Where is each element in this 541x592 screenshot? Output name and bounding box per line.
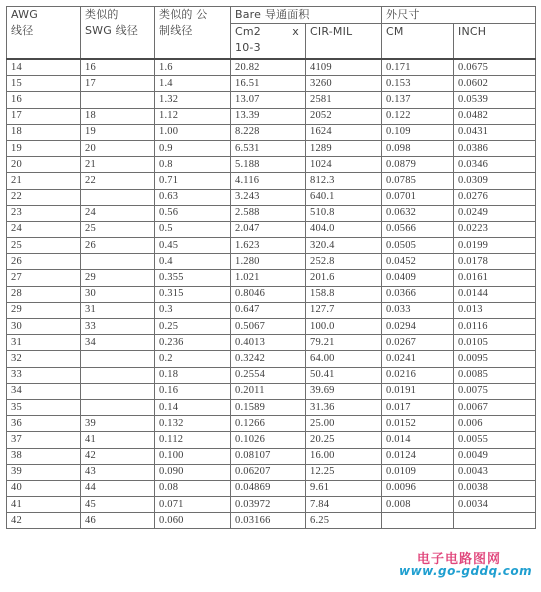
table-row — [7, 367, 536, 383]
table-row — [7, 497, 536, 513]
cell-awg: 30 — [7, 319, 81, 335]
cell-swg: 24 — [81, 205, 155, 221]
cell-swg: 33 — [81, 319, 155, 335]
cell-metric: 1.6 — [155, 59, 231, 76]
cell-cm: 0.0241 — [382, 351, 454, 367]
cell-cirmil: 64.00 — [306, 351, 382, 367]
cell-swg — [81, 367, 155, 383]
cell-cirmil: 2581 — [306, 92, 382, 108]
cell-cm: 0.033 — [382, 302, 454, 318]
cell-cirmil: 4109 — [306, 59, 382, 76]
cell-metric: 0.5 — [155, 221, 231, 237]
cell-cm: 0.014 — [382, 432, 454, 448]
cell-swg: 20 — [81, 140, 155, 156]
cell-cm: 0.0505 — [382, 238, 454, 254]
cell-cm2: 0.08107 — [231, 448, 306, 464]
cell-swg: 41 — [81, 432, 155, 448]
header-cirmil: CIR-MIL — [306, 24, 382, 60]
cell-cirmil: 158.8 — [306, 286, 382, 302]
header-inch: INCH — [454, 24, 536, 60]
cell-inch: 0.0116 — [454, 319, 536, 335]
cell-metric: 0.08 — [155, 480, 231, 496]
cell-inch: 0.0346 — [454, 157, 536, 173]
cell-inch: 0.0249 — [454, 205, 536, 221]
cell-cirmil: 812.3 — [306, 173, 382, 189]
cell-awg: 22 — [7, 189, 81, 205]
table-row — [7, 432, 536, 448]
cell-cirmil: 20.25 — [306, 432, 382, 448]
cell-inch: 0.0049 — [454, 448, 536, 464]
cell-inch: 0.0043 — [454, 464, 536, 480]
cell-inch: 0.0034 — [454, 497, 536, 513]
cell-cm: 0.0566 — [382, 221, 454, 237]
cell-metric: 1.4 — [155, 76, 231, 92]
cell-cm2: 0.1589 — [231, 399, 306, 415]
cell-inch: 0.0386 — [454, 140, 536, 156]
header-outer-size: 外尺寸 — [382, 7, 536, 24]
cell-inch: 0.0539 — [454, 92, 536, 108]
cell-swg — [81, 383, 155, 399]
cell-inch: 0.0309 — [454, 173, 536, 189]
table-row — [7, 189, 536, 205]
cell-metric: 0.112 — [155, 432, 231, 448]
cell-cm2: 13.07 — [231, 92, 306, 108]
watermark-title: 电子电路图网 — [417, 552, 502, 567]
cell-awg: 19 — [7, 140, 81, 156]
cell-cm2: 16.51 — [231, 76, 306, 92]
cell-awg: 26 — [7, 254, 81, 270]
cell-metric: 0.132 — [155, 416, 231, 432]
cell-swg: 44 — [81, 480, 155, 496]
cell-cm: 0.0632 — [382, 205, 454, 221]
header-cm: CM — [382, 24, 454, 60]
cell-cirmil: 1024 — [306, 157, 382, 173]
cell-cirmil: 320.4 — [306, 238, 382, 254]
cell-inch — [454, 513, 536, 529]
cell-metric: 1.32 — [155, 92, 231, 108]
cell-cirmil: 6.25 — [306, 513, 382, 529]
cell-awg: 41 — [7, 497, 81, 513]
cell-metric: 0.63 — [155, 189, 231, 205]
site-watermark — [399, 546, 539, 586]
cell-cm2: 0.5067 — [231, 319, 306, 335]
cell-cm2: 13.39 — [231, 108, 306, 124]
cell-inch: 0.0675 — [454, 59, 536, 76]
cell-inch: 0.0223 — [454, 221, 536, 237]
cell-awg: 23 — [7, 205, 81, 221]
cell-awg: 38 — [7, 448, 81, 464]
table-row — [7, 157, 536, 173]
header-row-1 — [7, 7, 536, 24]
cell-cirmil: 510.8 — [306, 205, 382, 221]
cell-cm — [382, 513, 454, 529]
cell-cm: 0.017 — [382, 399, 454, 415]
cell-cirmil: 2052 — [306, 108, 382, 124]
header-cm2-label: Cm2 — [235, 25, 261, 38]
cell-cm2: 1.623 — [231, 238, 306, 254]
cell-cirmil: 201.6 — [306, 270, 382, 286]
cell-swg: 16 — [81, 59, 155, 76]
cell-cm: 0.0216 — [382, 367, 454, 383]
cell-cm2: 0.2554 — [231, 367, 306, 383]
cell-cm: 0.0294 — [382, 319, 454, 335]
table-row — [7, 351, 536, 367]
cell-cirmil: 9.61 — [306, 480, 382, 496]
cell-swg: 46 — [81, 513, 155, 529]
header-awg-line2: 线径 — [11, 24, 34, 37]
cell-metric: 0.9 — [155, 140, 231, 156]
cell-cirmil: 252.8 — [306, 254, 382, 270]
table-row — [7, 205, 536, 221]
cell-metric: 0.2 — [155, 351, 231, 367]
cell-awg: 24 — [7, 221, 81, 237]
cell-inch: 0.006 — [454, 416, 536, 432]
cell-cirmil: 12.25 — [306, 464, 382, 480]
cell-metric: 0.100 — [155, 448, 231, 464]
cell-cirmil: 31.36 — [306, 399, 382, 415]
cell-cm: 0.0124 — [382, 448, 454, 464]
cell-inch: 0.0482 — [454, 108, 536, 124]
cell-awg: 14 — [7, 59, 81, 76]
cell-metric: 0.4 — [155, 254, 231, 270]
cell-swg: 45 — [81, 497, 155, 513]
cell-swg: 25 — [81, 221, 155, 237]
cell-awg: 27 — [7, 270, 81, 286]
cell-inch: 0.0276 — [454, 189, 536, 205]
cell-cm: 0.0191 — [382, 383, 454, 399]
cell-awg: 28 — [7, 286, 81, 302]
table-row — [7, 92, 536, 108]
cell-metric: 1.12 — [155, 108, 231, 124]
header-swg — [81, 7, 155, 60]
table-row — [7, 286, 536, 302]
cell-metric: 0.315 — [155, 286, 231, 302]
cell-awg: 17 — [7, 108, 81, 124]
cell-swg: 31 — [81, 302, 155, 318]
cell-swg: 34 — [81, 335, 155, 351]
cell-cm2: 2.047 — [231, 221, 306, 237]
cell-metric: 0.355 — [155, 270, 231, 286]
cell-cm: 0.0452 — [382, 254, 454, 270]
cell-awg: 36 — [7, 416, 81, 432]
cell-cm: 0.0109 — [382, 464, 454, 480]
cell-metric: 0.18 — [155, 367, 231, 383]
cell-cm2: 0.2011 — [231, 383, 306, 399]
cell-cirmil: 79.21 — [306, 335, 382, 351]
watermark-url: www.go-gddq.com — [399, 564, 533, 578]
cell-cm: 0.122 — [382, 108, 454, 124]
table-row — [7, 108, 536, 124]
cell-metric: 0.060 — [155, 513, 231, 529]
cell-awg: 33 — [7, 367, 81, 383]
cell-cm2: 0.1026 — [231, 432, 306, 448]
cell-metric: 0.25 — [155, 319, 231, 335]
header-bare-area: Bare 导通面积 — [231, 7, 382, 24]
cell-awg: 32 — [7, 351, 81, 367]
table-row — [7, 383, 536, 399]
cell-awg: 29 — [7, 302, 81, 318]
cell-awg: 21 — [7, 173, 81, 189]
cell-cm: 0.137 — [382, 92, 454, 108]
cell-awg: 25 — [7, 238, 81, 254]
cell-metric: 0.090 — [155, 464, 231, 480]
cell-cirmil: 1289 — [306, 140, 382, 156]
table-row — [7, 238, 536, 254]
cell-metric: 0.3 — [155, 302, 231, 318]
header-awg — [7, 7, 81, 60]
cell-cm: 0.0152 — [382, 416, 454, 432]
table-row — [7, 221, 536, 237]
cell-metric: 1.00 — [155, 124, 231, 140]
cell-metric: 0.071 — [155, 497, 231, 513]
cell-swg: 17 — [81, 76, 155, 92]
cell-inch: 0.0199 — [454, 238, 536, 254]
cell-swg: 42 — [81, 448, 155, 464]
cell-inch: 0.0431 — [454, 124, 536, 140]
cell-cm2: 0.1266 — [231, 416, 306, 432]
header-metric-line2: 制线径 — [159, 24, 193, 37]
cell-cm: 0.0785 — [382, 173, 454, 189]
cell-cm2: 0.03972 — [231, 497, 306, 513]
cell-cm2: 8.228 — [231, 124, 306, 140]
cell-cirmil: 7.84 — [306, 497, 382, 513]
cell-cm: 0.0096 — [382, 480, 454, 496]
cell-cirmil: 640.1 — [306, 189, 382, 205]
cell-metric: 0.71 — [155, 173, 231, 189]
cell-cm: 0.0366 — [382, 286, 454, 302]
table-row — [7, 124, 536, 140]
cell-cirmil: 16.00 — [306, 448, 382, 464]
table-row — [7, 140, 536, 156]
cell-cm2: 5.188 — [231, 157, 306, 173]
cell-swg: 19 — [81, 124, 155, 140]
cell-inch: 0.0075 — [454, 383, 536, 399]
cell-cm2: 1.280 — [231, 254, 306, 270]
table-row — [7, 399, 536, 415]
cell-cm: 0.0409 — [382, 270, 454, 286]
cell-cm: 0.109 — [382, 124, 454, 140]
cell-cm: 0.0879 — [382, 157, 454, 173]
cell-cm2: 1.021 — [231, 270, 306, 286]
cell-awg: 37 — [7, 432, 81, 448]
cell-swg: 21 — [81, 157, 155, 173]
cell-swg: 18 — [81, 108, 155, 124]
wire-gauge-sheet — [6, 6, 535, 578]
cell-cm2: 0.647 — [231, 302, 306, 318]
cell-metric: 0.16 — [155, 383, 231, 399]
table-row — [7, 319, 536, 335]
cell-swg — [81, 351, 155, 367]
cell-inch: 0.0178 — [454, 254, 536, 270]
table-row — [7, 480, 536, 496]
cell-awg: 34 — [7, 383, 81, 399]
cell-swg: 22 — [81, 173, 155, 189]
cell-awg: 35 — [7, 399, 81, 415]
header-metric — [155, 7, 231, 60]
table-row — [7, 173, 536, 189]
cell-awg: 31 — [7, 335, 81, 351]
cell-awg: 39 — [7, 464, 81, 480]
cell-metric: 0.14 — [155, 399, 231, 415]
cell-metric: 0.236 — [155, 335, 231, 351]
cell-cm2: 2.588 — [231, 205, 306, 221]
cell-cm: 0.098 — [382, 140, 454, 156]
table-row — [7, 302, 536, 318]
cell-awg: 40 — [7, 480, 81, 496]
cell-swg — [81, 189, 155, 205]
cell-swg: 29 — [81, 270, 155, 286]
awg-wire-table — [6, 6, 536, 529]
cell-inch: 0.0095 — [454, 351, 536, 367]
table-row — [7, 270, 536, 286]
header-swg-line1: 类似的 — [85, 8, 119, 21]
cell-inch: 0.0067 — [454, 399, 536, 415]
cell-cm2: 20.82 — [231, 59, 306, 76]
table-row — [7, 513, 536, 529]
cell-swg: 43 — [81, 464, 155, 480]
cell-inch: 0.0055 — [454, 432, 536, 448]
cell-inch: 0.0038 — [454, 480, 536, 496]
cell-cm2: 0.3242 — [231, 351, 306, 367]
cell-cm: 0.171 — [382, 59, 454, 76]
cell-inch: 0.0602 — [454, 76, 536, 92]
cell-awg: 20 — [7, 157, 81, 173]
table-row — [7, 448, 536, 464]
cell-cirmil: 1624 — [306, 124, 382, 140]
cell-cirmil: 127.7 — [306, 302, 382, 318]
cell-cm2: 0.03166 — [231, 513, 306, 529]
cell-metric: 0.45 — [155, 238, 231, 254]
cell-cm: 0.0267 — [382, 335, 454, 351]
header-cm2-x: x — [292, 25, 299, 38]
cell-inch: 0.0085 — [454, 367, 536, 383]
cell-cirmil: 3260 — [306, 76, 382, 92]
cell-cm: 0.008 — [382, 497, 454, 513]
table-row — [7, 254, 536, 270]
cell-swg: 39 — [81, 416, 155, 432]
cell-swg — [81, 399, 155, 415]
cell-cm2: 0.04869 — [231, 480, 306, 496]
cell-cm: 0.153 — [382, 76, 454, 92]
cell-cirmil: 404.0 — [306, 221, 382, 237]
cell-cm2: 0.4013 — [231, 335, 306, 351]
header-awg-line1: AWG — [11, 8, 38, 21]
table-row — [7, 335, 536, 351]
cell-inch: 0.013 — [454, 302, 536, 318]
cell-inch: 0.0105 — [454, 335, 536, 351]
cell-cirmil: 25.00 — [306, 416, 382, 432]
cell-cirmil: 100.0 — [306, 319, 382, 335]
cell-cm: 0.0701 — [382, 189, 454, 205]
cell-cm2: 4.116 — [231, 173, 306, 189]
header-cm2-exp: 10-3 — [235, 41, 261, 54]
cell-cm2: 0.06207 — [231, 464, 306, 480]
cell-metric: 0.8 — [155, 157, 231, 173]
header-swg-line2: SWG 线径 — [85, 24, 139, 37]
cell-metric: 0.56 — [155, 205, 231, 221]
cell-awg: 42 — [7, 513, 81, 529]
cell-swg: 30 — [81, 286, 155, 302]
table-row — [7, 76, 536, 92]
cell-cm2: 0.8046 — [231, 286, 306, 302]
cell-inch: 0.0161 — [454, 270, 536, 286]
cell-swg: 26 — [81, 238, 155, 254]
header-metric-line1: 类似的 公 — [159, 8, 208, 21]
cell-cm2: 3.243 — [231, 189, 306, 205]
cell-cirmil: 39.69 — [306, 383, 382, 399]
cell-cirmil: 50.41 — [306, 367, 382, 383]
cell-awg: 18 — [7, 124, 81, 140]
table-row — [7, 464, 536, 480]
table-row — [7, 416, 536, 432]
cell-inch: 0.0144 — [454, 286, 536, 302]
header-cm2 — [231, 24, 306, 60]
cell-cm2: 6.531 — [231, 140, 306, 156]
table-row — [7, 59, 536, 76]
cell-awg: 15 — [7, 76, 81, 92]
cell-awg: 16 — [7, 92, 81, 108]
cell-swg — [81, 254, 155, 270]
cell-swg — [81, 92, 155, 108]
